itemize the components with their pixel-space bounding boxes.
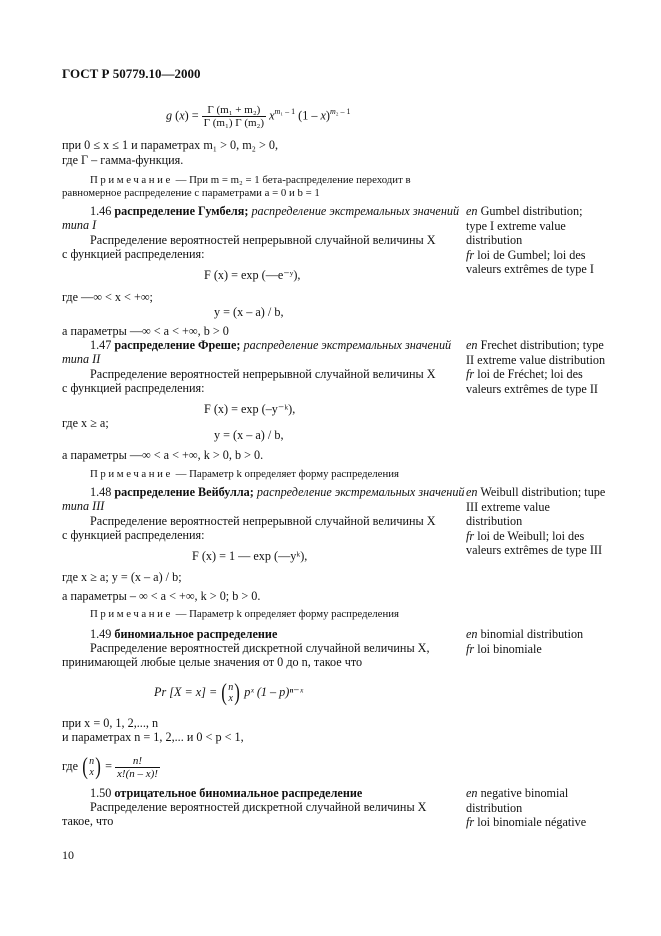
coef-numerator: n! (115, 755, 160, 768)
term-synonym-cont: типа III (62, 499, 105, 513)
lang-fr: fr (466, 641, 475, 656)
note-label: Примечание (90, 174, 173, 186)
note-label: Примечание (90, 468, 173, 480)
term-title: отрицательное биномиальное распределение (114, 786, 363, 800)
lang-fr: fr (466, 815, 475, 829)
term-1-47-note (62, 467, 482, 482)
lang-en: en (466, 786, 478, 800)
page-header: ГОСТ Р 50779.10—2000 (62, 66, 201, 81)
term-definition: Распределение вероятностей непрерывной случайной величины X (90, 233, 436, 247)
term-1-49-equivalents (466, 627, 606, 656)
term-1-48-heading (62, 485, 482, 500)
term-1-46-equivalents (466, 204, 606, 277)
term-definition-cont: с функцией распределения: (62, 247, 205, 261)
formula-where: где —∞ < x < +∞; (62, 290, 153, 304)
term-synonym: распределение экстремальных значений (256, 485, 465, 499)
term-1-49-heading (62, 627, 482, 642)
formula-parameters: а параметры – ∞ < a < +∞, k > 0; b > 0. (62, 589, 261, 603)
formula: y = (x – a) / b, (214, 428, 284, 442)
term-synonym-cont: типа I (62, 218, 97, 232)
term-number: 1.46 (90, 204, 112, 218)
beta-condition-1: при 0 ≤ x ≤ 1 и параметрах m₁ > 0, m₂ > 0, (62, 138, 279, 152)
english-term: negative binomial distribution (466, 786, 569, 815)
french-term: loi de Weibull; loi des valeurs extrêmes de type III (466, 528, 603, 557)
beta-note-line-2: равномерное распределение с параметрами a = 0 и b = 1 (62, 187, 320, 199)
coef-denominator: x!(n – x)! (117, 767, 158, 780)
term-title: биномиальное распределение (114, 627, 278, 641)
term-definition-cont: принимающей любые целые значения от 0 до n, такое что (62, 655, 363, 669)
formula-parameters: а параметры —∞ < a < +∞, k > 0, b > 0. (62, 448, 264, 462)
formula-where: при x = 0, 1, 2,..., n (62, 716, 159, 730)
where-label: где (62, 759, 79, 773)
lang-fr: fr (466, 367, 475, 381)
term-number: 1.49 (90, 627, 112, 641)
term-synonym: распределение экстремальных значений (251, 204, 460, 218)
formula-where: где x ≥ a; y = (x – a) / b; (62, 570, 182, 584)
term-1-50-heading (62, 786, 482, 801)
term-1-48-note (62, 607, 482, 622)
lang-en: en (466, 338, 478, 352)
binomial-formula: Pr [X = x] = (n x) pˣ (1 – p)ⁿ⁻ˣ (154, 680, 304, 707)
lang-en: en (466, 485, 478, 499)
formula: F (x) = 1 — exp (—yᵏ), (192, 549, 308, 563)
term-title: распределение Гумбеля; (114, 204, 249, 218)
note-text: — Параметр k определяет форму распределения (172, 608, 399, 620)
term-number: 1.48 (90, 485, 112, 499)
term-title: распределение Фреше; (114, 338, 241, 352)
formula-rhs: pˣ (1 – p)ⁿ⁻ˣ (244, 685, 304, 699)
note-text: — Параметр k определяет форму распределения (172, 468, 399, 480)
lang-fr: fr (466, 247, 475, 262)
formula-parameters: а параметры —∞ < a < +∞, b > 0 (62, 324, 229, 338)
term-title: распределение Вейбулла; (114, 485, 254, 499)
term-number: 1.50 (90, 786, 112, 800)
lang-fr: fr (466, 528, 475, 543)
term-1-48-equivalents (466, 485, 606, 558)
term-definition: Распределение вероятностей дискретной случайной величины X (90, 800, 427, 814)
formula: F (x) = exp (–y⁻ᵏ), (204, 402, 296, 416)
term-1-47-heading (62, 338, 482, 353)
note-text: — При m = m₂ = 1 бета-распределение переходит в (172, 174, 411, 186)
term-definition: Распределение вероятностей непрерывной случайной величины X (90, 514, 436, 528)
french-term: loi binomiale (477, 641, 542, 656)
term-definition-cont: с функцией распределения: (62, 381, 205, 395)
term-1-50-equivalents (466, 786, 606, 830)
formula-where: где x ≥ a; (62, 416, 109, 430)
french-term: loi de Fréchet; loi des valeurs extrêmes de type II (466, 367, 598, 396)
term-definition-cont: такое, что (62, 814, 114, 828)
term-1-46-heading (62, 204, 482, 219)
term-definition: Распределение вероятностей дискретной случайной величины X, (90, 641, 430, 655)
english-term: Frechet distribution; type II extreme value distribution (466, 338, 606, 367)
english-term: Weibull distribution; tupe III extreme value distribution (466, 485, 606, 528)
binomial-coefficient: где (n x) = $\frac{n!}{x!(n - x)!}$ (62, 754, 158, 781)
note-label: Примечание (90, 608, 173, 620)
term-number: 1.47 (90, 338, 112, 352)
formula-lhs: Pr [X = x] = (154, 685, 218, 699)
english-term: binomial distribution (480, 627, 584, 641)
term-definition-cont: с функцией распределения: (62, 528, 205, 542)
beta-formula: g (x) = $\frac{\text{Γ (m₁ + m₂)}}{\text{Γ (m₁) Γ (m₂)}}$ $x^{m_1 - 1}$ (1 – x)$^{m_2 - 1}$ (166, 104, 351, 129)
french-term: loi de Gumbel; loi des valeurs extrêmes de type I (466, 247, 594, 276)
english-term: Gumbel distribution; type I extreme value distribution (466, 204, 583, 247)
formula-where-2: и параметрах n = 1, 2,... и 0 < p < 1, (62, 730, 244, 744)
lang-en: en (466, 204, 478, 218)
french-term: loi binomiale négative (477, 815, 587, 829)
beta-formula-denominator: Γ (m₁) Γ (m₂) (203, 117, 265, 129)
beta-formula-numerator: Γ (m₁ + m₂) (202, 104, 266, 117)
formula: y = (x – a) / b, (214, 305, 284, 319)
term-1-47-equivalents (466, 338, 606, 396)
beta-condition-2: где Γ – гамма-функция. (62, 153, 184, 167)
formula: F (x) = exp (—e⁻ʸ), (204, 268, 301, 282)
term-synonym-cont: типа II (62, 352, 101, 366)
page-number: 10 (62, 848, 74, 862)
term-definition: Распределение вероятностей непрерывной случайной величины X (90, 367, 436, 381)
lang-en: en (466, 627, 478, 641)
term-synonym: распределение экстремальных значений (243, 338, 452, 352)
